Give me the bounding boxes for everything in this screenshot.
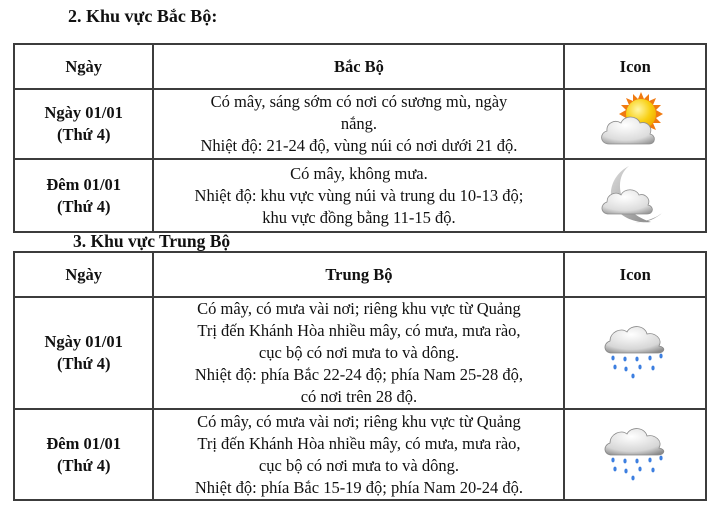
forecast-line: Có mây, có mưa vài nơi; riêng khu vực từ Quảng <box>197 411 521 431</box>
day-label: Ngày 01/01 <box>44 332 123 351</box>
day-label: Đêm 01/01 <box>46 433 122 453</box>
section-heading-bac-bo: 2. Khu vực Bắc Bộ: <box>68 6 218 26</box>
table-row <box>14 89 706 159</box>
table-header-row <box>14 252 706 297</box>
forecast-table-bac-bo <box>13 43 707 233</box>
table-row <box>14 409 706 500</box>
rain-cloud-icon <box>595 421 675 483</box>
day-cell <box>14 297 153 409</box>
table-header-row <box>14 44 706 89</box>
forecast-line: cục bộ có nơi mưa to và dông. <box>258 455 459 475</box>
forecast-line: có nơi trên 28 độ. <box>300 387 418 406</box>
weekday-label: (Thứ 4) <box>56 196 111 216</box>
icon-cell <box>564 297 706 409</box>
table-row <box>14 297 706 409</box>
forecast-line: Có mây, không mưa. <box>290 163 428 183</box>
column-header-day: Ngày <box>14 252 153 297</box>
partly-cloudy-sun-icon <box>595 90 675 152</box>
weekday-label: (Thứ 4) <box>56 354 111 373</box>
icon-cell <box>564 409 706 500</box>
forecast-line: nắng. <box>340 114 378 133</box>
day-cell <box>14 159 153 232</box>
section-heading-trung-bo: 3. Khu vực Trung Bộ <box>73 231 231 251</box>
forecast-line: Có mây, sáng sớm có nơi có sương mù, ngày <box>210 92 508 111</box>
column-header-day: Ngày <box>14 44 153 89</box>
forecast-line: khu vực đồng bằng 11-15 độ. <box>262 207 456 227</box>
cloudy-night-moon-icon <box>595 162 675 224</box>
forecast-cell <box>153 297 564 409</box>
weekday-label: (Thứ 4) <box>56 455 111 475</box>
day-label: Ngày 01/01 <box>44 103 123 122</box>
forecast-line: Có mây, có mưa vài nơi; riêng khu vực từ Quảng <box>197 299 521 318</box>
forecast-line: Nhiệt độ: khu vực vùng núi và trung du 10-13 độ; <box>194 185 524 205</box>
table-row <box>14 159 706 232</box>
day-label: Đêm 01/01 <box>46 174 122 194</box>
rain-cloud-icon <box>595 319 675 381</box>
forecast-cell <box>153 409 564 500</box>
forecast-line: Nhiệt độ: phía Bắc 22-24 độ; phía Nam 25-28 độ, <box>194 365 523 384</box>
forecast-line: Nhiệt độ: 21-24 độ, vùng núi có nơi dưới 21 độ. <box>200 136 518 155</box>
column-header-icon: Icon <box>564 44 706 89</box>
forecast-line: Trị đến Khánh Hòa nhiều mây, có mưa, mưa rào, <box>197 433 521 453</box>
day-cell <box>14 89 153 159</box>
forecast-cell <box>153 89 564 159</box>
forecast-line: Nhiệt độ: phía Bắc 15-19 độ; phía Nam 20-24 độ. <box>194 477 523 497</box>
icon-cell <box>564 89 706 159</box>
forecast-table-trung-bo <box>13 251 707 501</box>
day-cell <box>14 409 153 500</box>
icon-cell <box>564 159 706 232</box>
forecast-cell <box>153 159 564 232</box>
column-header-region: Bắc Bộ <box>153 44 564 89</box>
forecast-line: cục bộ có nơi mưa to và dông. <box>258 343 459 362</box>
column-header-region: Trung Bộ <box>153 252 564 297</box>
forecast-line: Trị đến Khánh Hòa nhiều mây, có mưa, mưa rào, <box>197 321 521 340</box>
column-header-icon: Icon <box>564 252 706 297</box>
weekday-label: (Thứ 4) <box>56 125 111 144</box>
